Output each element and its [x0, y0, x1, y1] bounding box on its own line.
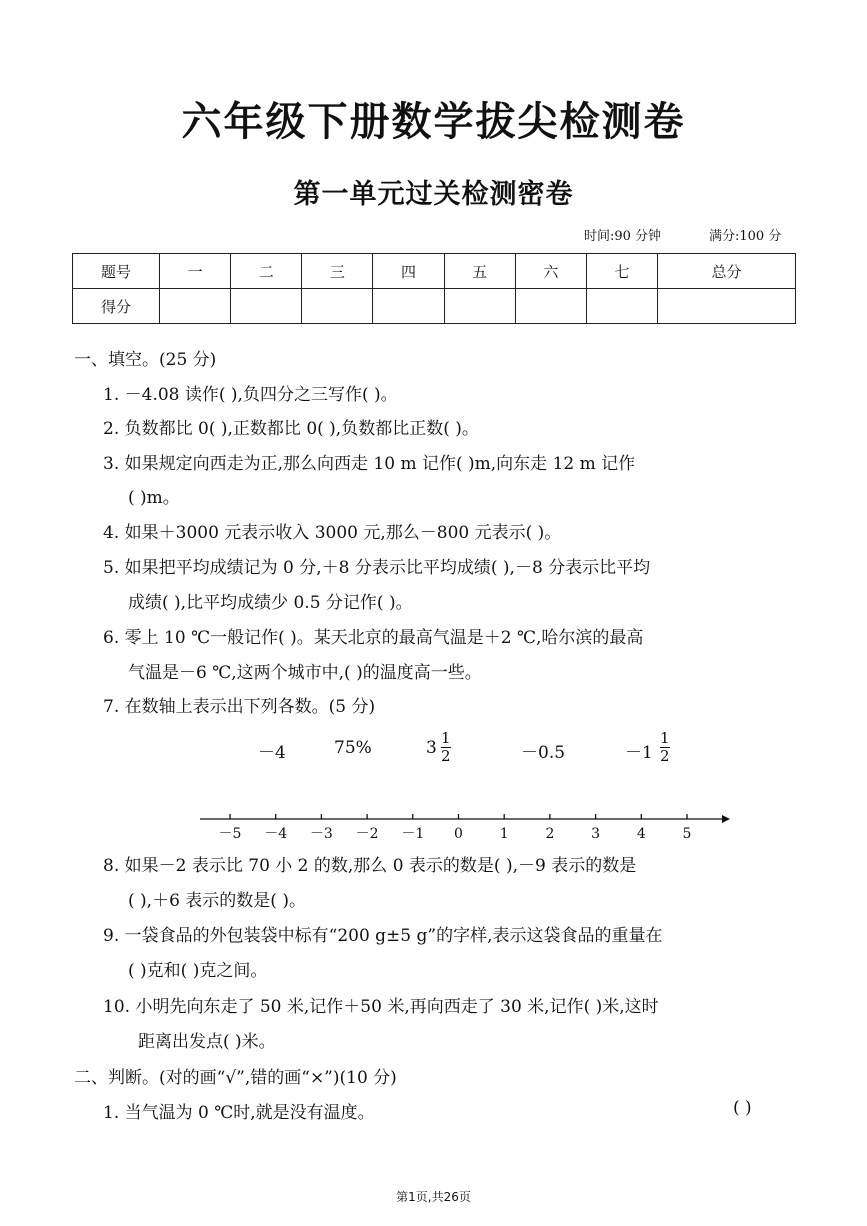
- question-2: 2. 负数都比 0( ),正数都比 0( ),负数都比正数( )。: [103, 419, 479, 439]
- page-footer: 第1页,共26页: [396, 1190, 471, 1204]
- score-table-header-cell: 三: [302, 254, 373, 289]
- fraction-denominator: 2: [660, 747, 670, 765]
- score-table-header-cell: 一: [160, 254, 231, 289]
- number-line-tick-label: －5: [218, 826, 242, 842]
- score-table-header-cell: 题号: [73, 254, 160, 289]
- score-table-header-cell: 二: [231, 254, 302, 289]
- number-line-tick-label: －2: [355, 826, 379, 842]
- number-line-arrow: [722, 815, 730, 823]
- question-5-line2: 成绩( ),比平均成绩少 0.5 分记作( )。: [128, 593, 413, 613]
- fraction-numerator: 1: [441, 729, 451, 747]
- judge-answer-paren[interactable]: ( ): [733, 1098, 752, 1118]
- question-4: 4. 如果＋3000 元表示收入 3000 元,那么－800 元表示( )。: [103, 523, 562, 543]
- question-9-line1: 9. 一袋食品的外包装袋中标有“200 g±5 g”的字样,表示这袋食品的重量在: [103, 926, 663, 946]
- question-3-line1: 3. 如果规定向西走为正,那么向西走 10 m 记作( )m,向东走 12 m 记作: [103, 454, 636, 474]
- number-line-tick-label: 5: [682, 826, 692, 842]
- question-6-line2: 气温是－6 ℃,这两个城市中,( )的温度高一些。: [128, 663, 482, 683]
- question-8-line2: ( ),＋6 表示的数是( )。: [128, 891, 306, 911]
- number-neg1-whole: －1: [625, 743, 653, 763]
- number-75-percent: 75%: [334, 738, 372, 758]
- exam-title: 六年级下册数学拔尖检测卷: [181, 98, 686, 145]
- question-10-line2: 距离出发点( )米。: [138, 1032, 276, 1052]
- exam-subtitle: 第一单元过关检测密卷: [293, 179, 574, 210]
- question-5-line1: 5. 如果把平均成绩记为 0 分,＋8 分表示比平均成绩( ),－8 分表示比平均: [103, 558, 651, 578]
- score-table-header-cell: 六: [515, 254, 586, 289]
- judge-question-1: 1. 当气温为 0 ℃时,就是没有温度。: [103, 1103, 375, 1123]
- time-limit: 时间:90 分钟: [584, 229, 662, 244]
- number-line-tick-label: 3: [591, 826, 601, 842]
- score-table-header-cell: 五: [444, 254, 515, 289]
- fraction-denominator: 2: [441, 747, 451, 765]
- number-neg0-5: －0.5: [521, 743, 566, 763]
- question-3-line2: ( )m。: [128, 488, 180, 508]
- number-neg4: －4: [258, 743, 286, 763]
- score-table-header-cell: 总分: [658, 254, 796, 289]
- question-6-line1: 6. 零上 10 ℃一般记作( )。某天北京的最高气温是＋2 ℃,哈尔滨的最高: [103, 628, 644, 648]
- full-score: 满分:100 分: [709, 229, 782, 244]
- question-10-line1: 10. 小明先向东走了 50 米,记作＋50 米,再向西走了 30 米,记作( )米,这时: [103, 997, 659, 1017]
- score-table-header-cell: 四: [373, 254, 444, 289]
- question-9-line2: ( )克和( )克之间。: [128, 961, 268, 981]
- number-3-whole: 3: [426, 738, 437, 758]
- section2-heading: 二、判断。(对的画“√”,错的画“×”)(10 分): [74, 1068, 397, 1088]
- number-line-tick-label: －4: [264, 826, 288, 842]
- number-line-tick-label: 2: [545, 826, 555, 842]
- score-table-header-cell: 七: [586, 254, 657, 289]
- number-line-tick-label: 0: [454, 826, 463, 842]
- score-row-label: 得分: [73, 289, 160, 324]
- number-line-tick-label: －3: [309, 826, 333, 842]
- question-7: 7. 在数轴上表示出下列各数。(5 分): [103, 697, 376, 717]
- question-8-line1: 8. 如果－2 表示比 70 小 2 的数,那么 0 表示的数是( ),－9 表示的数是: [103, 856, 637, 876]
- question-1: 1. －4.08 读作( ),负四分之三写作( )。: [103, 385, 398, 405]
- number-line-tick-label: －1: [401, 826, 425, 842]
- number-line-tick-label: 4: [636, 826, 646, 842]
- fraction-numerator: 1: [660, 729, 670, 747]
- number-line-tick-label: 1: [499, 826, 509, 842]
- section1-heading: 一、填空。(25 分): [74, 350, 217, 370]
